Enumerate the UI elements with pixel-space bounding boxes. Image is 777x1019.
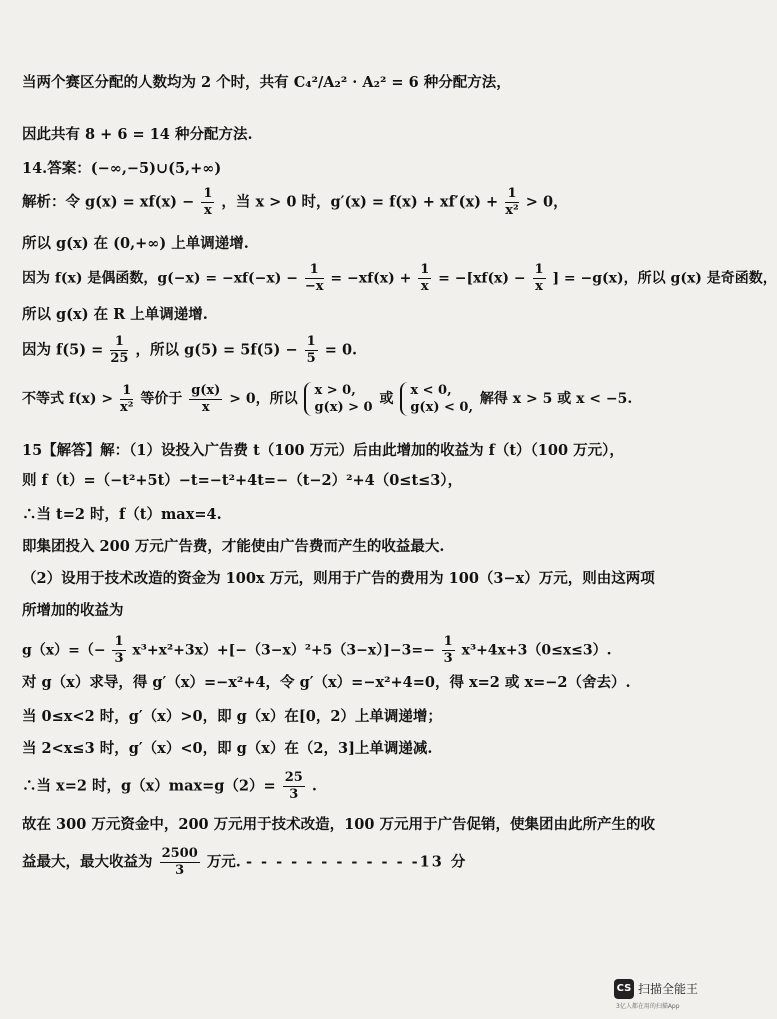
fraction-1-over-3-b: $\frac{1}{3}$: [443, 634, 453, 666]
system-1: x > 0, g(x) > 0: [304, 382, 372, 416]
l9-part-e: 解得 x > 5 或 x < −5.: [479, 391, 633, 407]
fraction-1-over-25: $\frac{1}{25}$: [110, 334, 129, 366]
l20-part-b: .: [311, 777, 317, 795]
text-line-2: 因此共有 8 + 6 = 14 种分配方法.: [22, 126, 253, 143]
l6-part-b: = −xf(x) +: [330, 270, 412, 287]
scanner-watermark: [614, 979, 710, 1011]
fraction-1-over-5: $\frac{1}{5}$: [306, 334, 316, 366]
text-line-4: [22, 186, 706, 219]
l8-part-a: 因为 f(5) =: [22, 341, 104, 359]
text-line-22: [22, 846, 706, 879]
l22-part-a: 益最大，最大收益为: [22, 853, 153, 871]
text-line-9: [22, 382, 706, 416]
l20-part-a: ∴当 x=2 时，g（x）max=g（2）=: [22, 777, 276, 795]
text-line-7: 所以 g(x) 在 R 上单调递增.: [22, 306, 208, 323]
fraction-25-over-3: $\frac{25}{3}$: [284, 770, 303, 802]
l8-part-c: = 0.: [324, 341, 358, 359]
text-line-16: [22, 634, 706, 667]
watermark-subtitle: 3亿人都在用的扫描App: [616, 1003, 680, 1010]
text-line-1: 当两个赛区分配的人数均为 2 个时，共有 C₄²/A₂² · A₂² = 6 种分配方法，: [22, 74, 511, 91]
fraction-1-over-x-c: $\frac{1}{x}$: [534, 262, 544, 294]
fraction-1-over-neg-x: $\frac{1}{-x}$: [304, 262, 324, 294]
text-line-10: 15【解答】解：（1）设投入广告费 t（100 万元）后由此增加的收益为 f（t）（100 万元），: [22, 442, 624, 459]
text-line-14: （2）设用于技术改造的资金为 100x 万元，则用于广告的费用为 100（3−x）万元，则由这两项: [22, 570, 655, 587]
l4-part-c: > 0，: [525, 193, 568, 211]
fraction-gx-over-x: $\frac{g(x)}{x}$: [191, 382, 221, 415]
text-line-21: 故在 300 万元资金中，200 万元用于技术改造，100 万元用于广告促销，使集团由此所产生的收: [22, 816, 655, 833]
fraction-2500-over-3: $\frac{2500}{3}$: [161, 846, 198, 878]
l16-part-a: g（x）=（−: [22, 642, 106, 659]
l9-part-b: 等价于: [140, 391, 183, 407]
fraction-1-over-x-b: $\frac{1}{x}$: [420, 262, 430, 294]
text-line-11: 则 f（t）=（−t²+5t）−t=−t²+4t=−（t−2）²+4（0≤t≤3），: [22, 472, 463, 489]
l6-part-a: 因为 f(x) 是偶函数，g(−x) = −xf(−x) −: [22, 270, 298, 287]
text-line-5: 所以 g(x) 在 (0,+∞) 上单调递增.: [22, 235, 249, 252]
text-line-6: [22, 262, 777, 295]
text-line-19: 当 2<x≤3 时，g′（x）<0，即 g（x）在（2，3]上单调递减.: [22, 740, 433, 757]
text-line-17: 对 g（x）求导，得 g′（x）=−x²+4，令 g′（x）=−x²+4=0，得 x=2 或 x=−2（舍去）.: [22, 674, 631, 691]
text-line-18: 当 0≤x<2 时，g′（x）>0，即 g（x）在[0，2）上单调递增；: [22, 708, 442, 725]
l9-part-c: > 0，所以: [229, 391, 298, 407]
l9-part-a: 不等式 f(x) >: [22, 391, 114, 407]
answer-14: 14.答案：(−∞,−5)∪(5,+∞): [22, 160, 222, 177]
l6-part-c: = −[xf(x) −: [438, 270, 526, 287]
l22-part-b: 万元.: [206, 853, 241, 871]
fraction-1-over-3-a: $\frac{1}{3}$: [114, 634, 124, 666]
fraction-1-over-x2: $\frac{1}{\text{x²}}$: [505, 186, 519, 218]
l4-part-a: 解析：令 g(x) = xf(x) −: [22, 193, 195, 211]
text-line-12: ∴当 t=2 时，f（t）max=4.: [22, 506, 222, 523]
l9-part-d: 或: [379, 391, 394, 407]
text-line-15: 所增加的收益为: [22, 602, 124, 619]
system-2: x < 0, g(x) < 0,: [400, 382, 473, 416]
l8-part-b: ，所以 g(5) = 5f(5) −: [135, 341, 298, 359]
l16-part-b: x³+x²+3x）+[−（3−x）²+5（3−x）]−3=−: [132, 642, 435, 659]
text-line-20: [22, 770, 706, 803]
l4-part-b: ，当 x > 0 时，g′(x) = f(x) + xf′(x) +: [221, 193, 499, 211]
l6-part-d: ] = −g(x)，所以 g(x) 是奇函数，: [552, 270, 777, 287]
text-line-8: [22, 334, 706, 367]
watermark-name: 扫描全能王: [638, 982, 699, 996]
text-line-13: 即集团投入 200 万元广告费，才能使由广告费而产生的收益最大.: [22, 538, 445, 555]
fraction-1-over-x2-b: $\frac{1}{\text{x²}}$: [119, 382, 134, 415]
l16-part-c: x³+4x+3（0≤x≤3）.: [461, 642, 612, 659]
camscanner-logo-icon: CS: [614, 979, 634, 999]
fraction-1-over-x: $\frac{1}{x}$: [203, 186, 213, 218]
score-marker: - - - - - - - - - - - -13 分: [245, 853, 468, 871]
